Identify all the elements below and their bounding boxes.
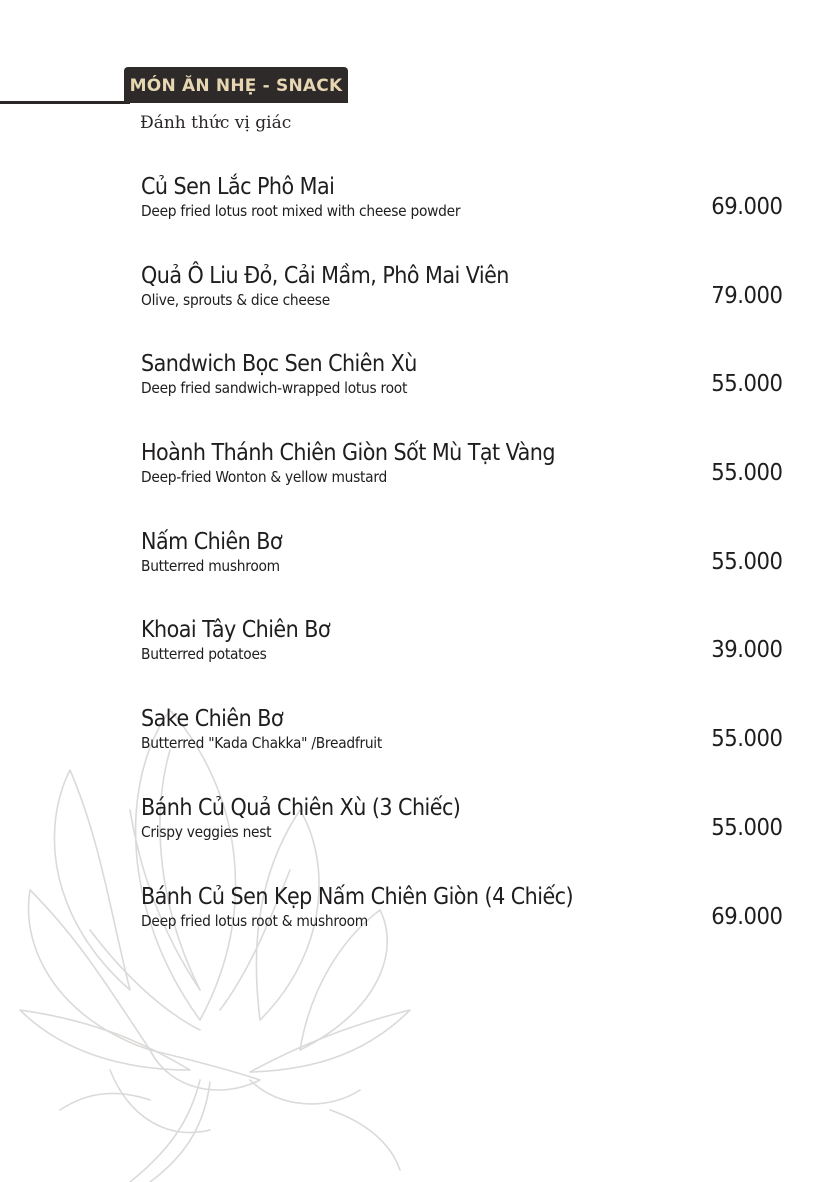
item-price: 39.000: [710, 637, 782, 664]
item-description: Deep-fried Wonton & yellow mustard: [141, 468, 388, 487]
item-price: 55.000: [710, 726, 782, 753]
item-description: Olive, sprouts & dice cheese: [141, 290, 330, 309]
menu-item: [0, 611, 836, 700]
menu-list: [0, 168, 836, 966]
item-name: Sake Chiên Bơ: [141, 706, 284, 733]
menu-item: [0, 168, 836, 257]
item-name: Bánh Củ Sen Kẹp Nấm Chiên Giòn (4 Chiếc): [141, 883, 574, 910]
item-price: 69.000: [710, 903, 782, 930]
item-price: 79.000: [710, 282, 782, 309]
menu-item: [0, 700, 836, 789]
item-name: Nấm Chiên Bơ: [141, 528, 283, 555]
item-name: Bánh Củ Quả Chiên Xù (3 Chiếc): [141, 794, 461, 821]
item-description: Butterred mushroom: [141, 556, 280, 575]
item-description: Butterred potatoes: [141, 645, 267, 664]
item-price: 55.000: [710, 460, 782, 487]
item-name: Sandwich Bọc Sen Chiên Xù: [141, 351, 417, 378]
item-description: Deep fried lotus root mixed with cheese powder: [141, 202, 461, 220]
section-subtitle: Đánh thức vị giác: [140, 113, 292, 133]
item-description: Butterred "Kada Chakka" /Breadfruit: [141, 734, 383, 753]
item-name: Củ Sen Lắc Phô Mai: [141, 174, 335, 200]
menu-item: [0, 523, 836, 612]
item-price: 55.000: [710, 371, 782, 398]
item-description: Crispy veggies nest: [141, 822, 272, 841]
header-rule: [0, 101, 130, 104]
menu-item: [0, 257, 836, 346]
menu-item: [0, 434, 836, 523]
menu-item: [0, 345, 836, 434]
section-tag: MÓN ĂN NHẸ - SNACK: [124, 67, 348, 103]
item-name: Hoành Thánh Chiên Giòn Sốt Mù Tạt Vàng: [141, 440, 555, 467]
item-price: 55.000: [710, 548, 782, 575]
item-price: 55.000: [710, 814, 782, 841]
menu-item: [0, 878, 836, 967]
item-name: Khoai Tây Chiên Bơ: [141, 617, 331, 644]
item-name: Quả Ô Liu Đỏ, Cải Mầm, Phô Mai Viên: [141, 262, 509, 289]
menu-item: [0, 789, 836, 878]
item-description: Deep fried sandwich-wrapped lotus root: [141, 379, 408, 398]
item-description: Deep fried lotus root & mushroom: [141, 911, 368, 930]
item-price: 69.000: [710, 194, 782, 220]
